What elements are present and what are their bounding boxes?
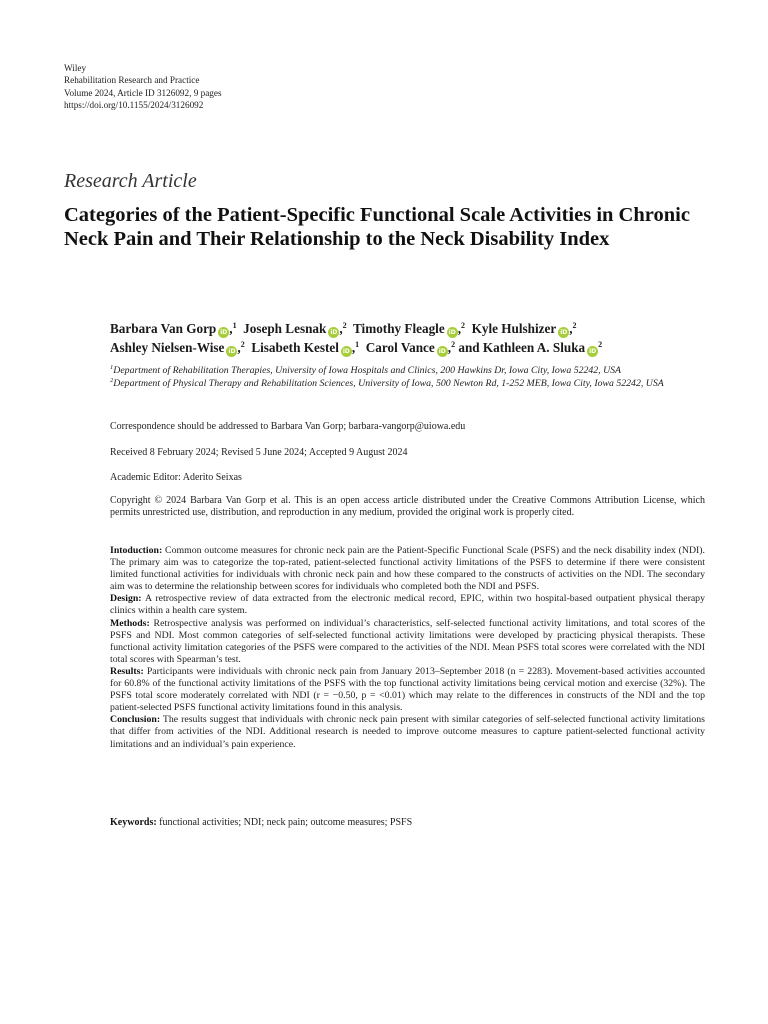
orcid-icon[interactable]: iD <box>589 348 597 355</box>
affiliation-marker: 2 <box>461 321 465 330</box>
affiliation-number: 2 <box>110 377 114 384</box>
abstract-methods <box>110 618 705 666</box>
author: Timothy Fleagle iD ,$^2$ <box>353 321 465 336</box>
author: Lisabeth Kestel iD ,$^1$ <box>251 340 360 355</box>
affiliation-number: 1 <box>110 364 114 371</box>
author: Barbara Van Gorp iD ,$^1$ <box>110 321 237 336</box>
author-name[interactable]: Timothy Fleagle <box>353 321 445 336</box>
orcid-icon[interactable]: iD <box>342 348 350 355</box>
author-name[interactable]: Lisabeth Kestel <box>251 340 339 355</box>
copyright-notice: Copyright © 2024 Barbara Van Gorp et al. This is an open access article distributed under the Creative Commons Attribution License, which permits unrestricted use, distribution, and reproduction in any medium, provided the original work is properly cited. <box>110 495 705 519</box>
journal-header <box>64 62 222 112</box>
affiliation-marker: 1 <box>355 340 360 349</box>
section-label: Design: <box>110 593 142 605</box>
author-name[interactable]: Ashley Nielsen-Wise <box>110 340 225 355</box>
affiliation-marker: 2 <box>598 340 603 349</box>
section-label: Results: <box>110 665 144 677</box>
article-dates: Received 8 February 2024; Revised 5 June 2024; Accepted 9 August 2024 <box>110 447 408 458</box>
keywords <box>110 816 710 829</box>
academic-editor: Academic Editor: Aderito Seixas <box>110 472 242 483</box>
author <box>483 340 602 355</box>
section-label: Conclusion: <box>110 714 161 726</box>
author-conjunction: and <box>458 340 480 355</box>
author-list <box>110 319 710 357</box>
section-label: Methods: <box>110 617 150 629</box>
affiliation-marker: 2 <box>572 321 577 330</box>
abstract-conclusion <box>110 714 705 750</box>
author-name[interactable]: Barbara Van Gorp <box>110 321 217 336</box>
author: Ashley Nielsen-Wise iD ,$^2$ <box>110 340 245 355</box>
doi-link[interactable]: https://doi.org/10.1155/2024/3126092 <box>64 100 204 111</box>
orcid-icon[interactable]: iD <box>330 329 338 336</box>
article-title: Categories of the Patient-Specific Functional Scale Activities in Chronic Neck Pain and Their Relationship to the Neck Disability Index <box>64 204 690 250</box>
orcid-icon[interactable]: iD <box>448 329 456 336</box>
author-name[interactable]: Carol Vance <box>365 340 435 355</box>
affiliation-list <box>110 364 710 390</box>
correspondence: Correspondence should be addressed to Barbara Van Gorp; barbara-vangorp@uiowa.edu <box>110 421 466 432</box>
affiliation-marker: 1 <box>232 321 237 330</box>
orcid-icon[interactable]: iD <box>220 329 228 336</box>
keywords-text: functional activities; NDI; neck pain; outcome measures; PSFS <box>159 817 413 828</box>
abstract-introduction <box>110 545 705 593</box>
section-text: Common outcome measures for chronic neck pain are the Patient-Specific Functional Scale (PSFS) and the neck disability index (NDI). The primary aim was to categorize the top-rated, patient-selected functional activity limitations of the PSFS to determine if there were consistent limited functional activities for individuals with chronic neck pain and how these compared to the constructs of activities on the NDI. The secondary aim was to determine the relationship between scores for individuals who completed both the NDI and PSFS. <box>110 545 705 593</box>
author: Carol Vance iD ,$^2$ <box>365 340 456 355</box>
article-type: Research Article <box>64 170 197 192</box>
affiliation <box>110 377 710 390</box>
author-name[interactable]: Joseph Lesnak <box>243 321 327 336</box>
section-text: The results suggest that individuals with chronic neck pain present with similar categories of self-selected functional activity limitations that differ from activities of the NDI. Additional research is needed to improve outcome measures to capture patient-selected functional activity limitations and an individual’s pain experience. <box>110 714 705 750</box>
volume-line: Volume 2024, Article ID 3126092, 9 pages <box>64 87 222 98</box>
orcid-icon[interactable]: iD <box>560 329 568 336</box>
keywords-label: Keywords: <box>110 817 157 828</box>
affiliation-text: Department of Physical Therapy and Rehabilitation Sciences, University of Iowa, 500 Newton Rd, 1-252 MEB, Iowa City, Iowa 52242, USA <box>113 378 664 389</box>
affiliation-marker: 2 <box>240 340 245 349</box>
abstract <box>110 545 705 751</box>
affiliation-marker: 2 <box>342 321 347 330</box>
section-text: Retrospective analysis was performed on individual’s characteristics, self-selected functional activity limitations, and total scores of the PSFS and NDI. Most common categories of self-selected functional activity limitations were developed by practicing physical therapists. These functional activity limitation categories of the PSFS were compared to the activities of the NDI. Mean PSFS total scores were correlated with the NDI total scores with Spearman’s test. <box>110 617 705 665</box>
section-label: Intoduction: <box>110 545 163 556</box>
author: Kyle Hulshizer iD ,$^2$ <box>471 321 577 336</box>
author-name[interactable]: Kathleen A. Sluka <box>482 340 586 355</box>
affiliation <box>110 364 710 377</box>
orcid-icon[interactable]: iD <box>228 348 236 355</box>
author: Joseph Lesnak iD ,$^2$ <box>243 321 347 336</box>
affiliation-text: Department of Rehabilitation Therapies, University of Iowa Hospitals and Clinics, 200 Hawkins Dr, Iowa City, Iowa 52242, USA <box>113 365 622 376</box>
abstract-results <box>110 666 705 714</box>
affiliation-marker: 2 <box>451 340 456 349</box>
journal-name: Rehabilitation Research and Practice <box>64 75 200 86</box>
section-text: Participants were individuals with chronic neck pain from January 2013–September 2018 (n = 2283). Movement-based activities accounted for 60.8% of the functional activity limitations of the PSFS with the top functional activity limitations being cervical motion and exercise (32%). The PSFS total score moderately correlated with NDI (r = −0.50, p = <0.01) which may relate to the differences in constructs of the NDI and the top patient-selected PSFS functional activity limitations found in this analysis. <box>110 665 705 714</box>
orcid-icon[interactable]: iD <box>438 348 446 355</box>
publisher-name: Wiley <box>64 63 87 73</box>
author-name[interactable]: Kyle Hulshizer <box>471 321 557 336</box>
section-text: A retrospective review of data extracted from the electronic medical record, EPIC, within two hospital-based outpatient physical therapy clinics within a health care system. <box>110 593 705 617</box>
abstract-design <box>110 593 705 617</box>
